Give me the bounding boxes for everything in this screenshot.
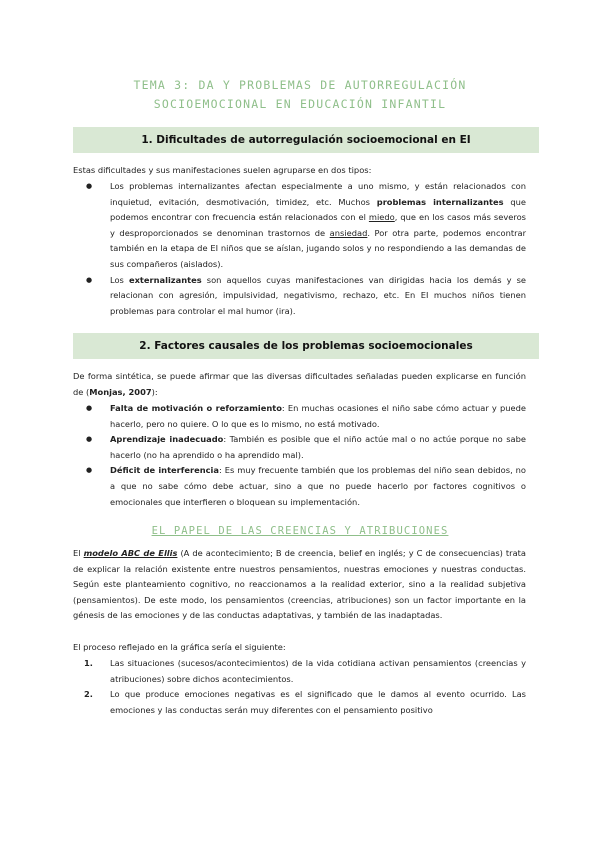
numbered-item-2: 2. Lo que produce emociones negativas es el significado que le damos al evento ocurrido. Las emociones y las conductas serán muy diferentes con el pensamiento positivo [84, 689, 526, 715]
list-item-internalizantes: ● Los problemas internalizantes afectan especialmente a uno mismo, y están relacionados con inquietud, evitación, desmotivación, timidez, etc. Muchos problemas internalizantes que podemos encontrar con frecuencia están relacionados con el miedo, que en los casos más severos y desproporcionados se denominan trastornos de ansiedad. Por otra parte, podemos encontrar también en la etapa de EI niños que se aíslan, jugando solos y no respondiendo a las demandas de sus compañeros (aislados). [84, 179, 526, 273]
title-line-1: TEMA 3: DA Y PROBLEMAS DE AUTORREGULACIÓN [133, 78, 467, 92]
section-3-paragraph: El modelo ABC de Ellis (A de acontecimiento; B de creencia, belief en inglés; y C de consecuencias) trata de explicar la relación existente entre nuestros pensamientos, nuestras emociones y nuestras conductas. Según este planteamiento cognitivo, no reaccionamos a la realidad exterior, sino a la realidad subjetiva (pensamientos). De este modo, los pensamientos (creencias, atribuciones) son un factor importante en la génesis de las emociones y de las conductas adaptativas, y también de las inadaptadas. [73, 548, 526, 621]
list-item-aprendizaje: ● Aprendizaje inadecuado: También es posible que el niño actúe mal o no actúe porque no sabe hacerlo (no ha aprendido o ha aprendido mal). [84, 432, 526, 463]
list-item-motivacion: ● Falta de motivación o reforzamiento: En muchas ocasiones el niño sabe cómo actuar y puede hacerlo, pero no quiere. O lo que es lo mismo, no está motivado. [84, 401, 526, 432]
page-title [0, 76, 600, 114]
section-1-list [84, 179, 526, 319]
section-3-subtitle: EL PAPEL DE LAS CREENCIAS Y ATRIBUCIONES [151, 525, 449, 537]
section-3-process-intro: El proceso reflejado en la gráfica sería el siguiente: [73, 642, 286, 652]
section-1-heading: 1. Dificultades de autorregulación socioemocional en EI [73, 127, 539, 153]
list-item-externalizantes: ● Los externalizantes son aquellos cuyas manifestaciones van dirigidas hacia los demás y se relacionan con agresión, impulsividad, negativismo, rechazo, etc. En EI muchos niños tienen problemas para controlar el mal humor (ira). [84, 273, 526, 320]
title-line-2: SOCIOEMOCIONAL EN EDUCACIÓN INFANTIL [153, 97, 447, 111]
section-2-heading: 2. Factores causales de los problemas socioemocionales [73, 333, 539, 359]
section-1-intro: Estas dificultades y sus manifestaciones suelen agruparse en dos tipos: [73, 165, 372, 175]
section-3-list [84, 656, 526, 718]
numbered-item-1: 1. Las situaciones (sucesos/acontecimientos) de la vida cotidiana activan pensamientos (creencias y atribuciones) sobre dichos acontecimientos. [84, 658, 526, 684]
list-item-deficit: ● Déficit de interferencia: Es muy frecuente también que los problemas del niño sean debidos, no a que no sabe cómo debe actuar, sino a que no puede hacerlo por factores cognitivos o emocionales que interfieren o bloquean su implementación. [84, 463, 526, 510]
section-2-list [84, 401, 526, 510]
section-2-intro: De forma sintética, se puede afirmar que las diversas dificultades señaladas pueden explicarse en función de (Monjas, 2007): [73, 371, 526, 397]
